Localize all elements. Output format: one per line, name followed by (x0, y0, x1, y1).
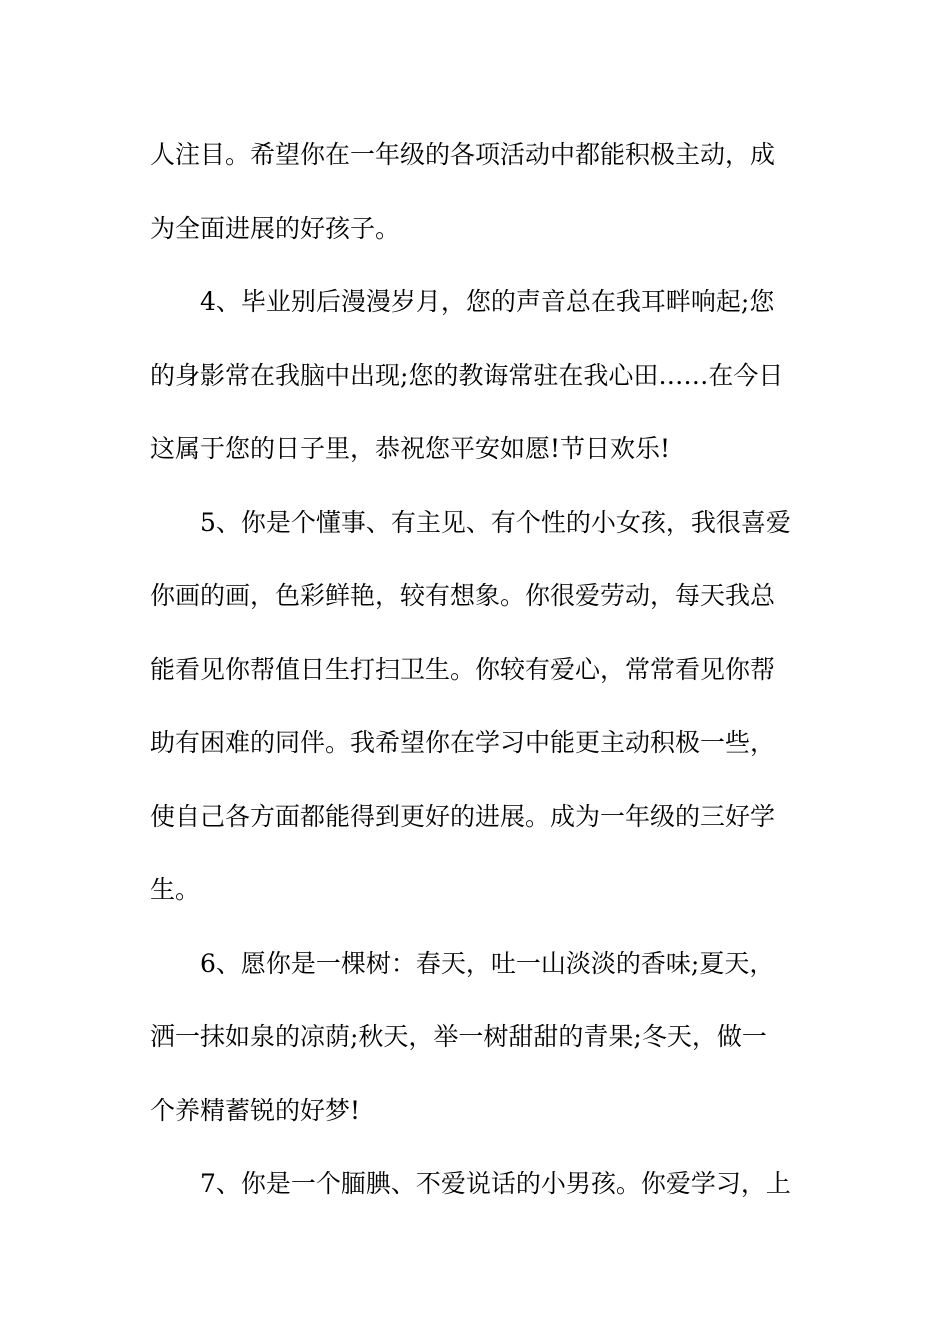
text-line: 能看见你帮值日生打扫卫生。你较有爱心，常常看见你帮 (150, 654, 776, 684)
text-line: 助有困难的同伴。我希望你在学习中能更主动积极一些， (150, 728, 776, 757)
text-line: 4、毕业别后漫漫岁月，您的声音总在我耳畔响起;您 (200, 287, 775, 316)
text-line: 为全面进展的好孩子。 (150, 213, 401, 243)
document-body (150, 118, 810, 1221)
text-line: 使自己各方面都能得到更好的进展。成为一年级的三好学 (150, 801, 776, 831)
text-line: 7、你是一个腼腆、不爱说话的小男孩。你爱学习，上 (200, 1169, 791, 1198)
text-line: 个养精蓄锐的好梦! (150, 1095, 361, 1125)
text-line: 这属于您的日子里，恭祝您平安如愿!节日欢乐! (150, 434, 671, 463)
text-line: 人注目。希望你在一年级的各项活动中都能积极主动，成 (150, 140, 776, 169)
text-line: 6、愿你是一棵树：春天，吐一山淡淡的香味;夏天， (200, 948, 775, 978)
text-line: 5、你是个懂事、有主见、有个性的小女孩，我很喜爱 (200, 507, 791, 537)
text-line: 生。 (150, 875, 201, 904)
text-line: 你画的画，色彩鲜艳，较有想象。你很爱劳动，每天我总 (150, 581, 776, 610)
text-line: 洒一抹如泉的凉荫;秋天，举一树甜甜的青果;冬天，做一 (150, 1022, 767, 1051)
text-line: 的身影常在我脑中出现;您的教诲常驻在我心田……在今日 (150, 360, 784, 390)
